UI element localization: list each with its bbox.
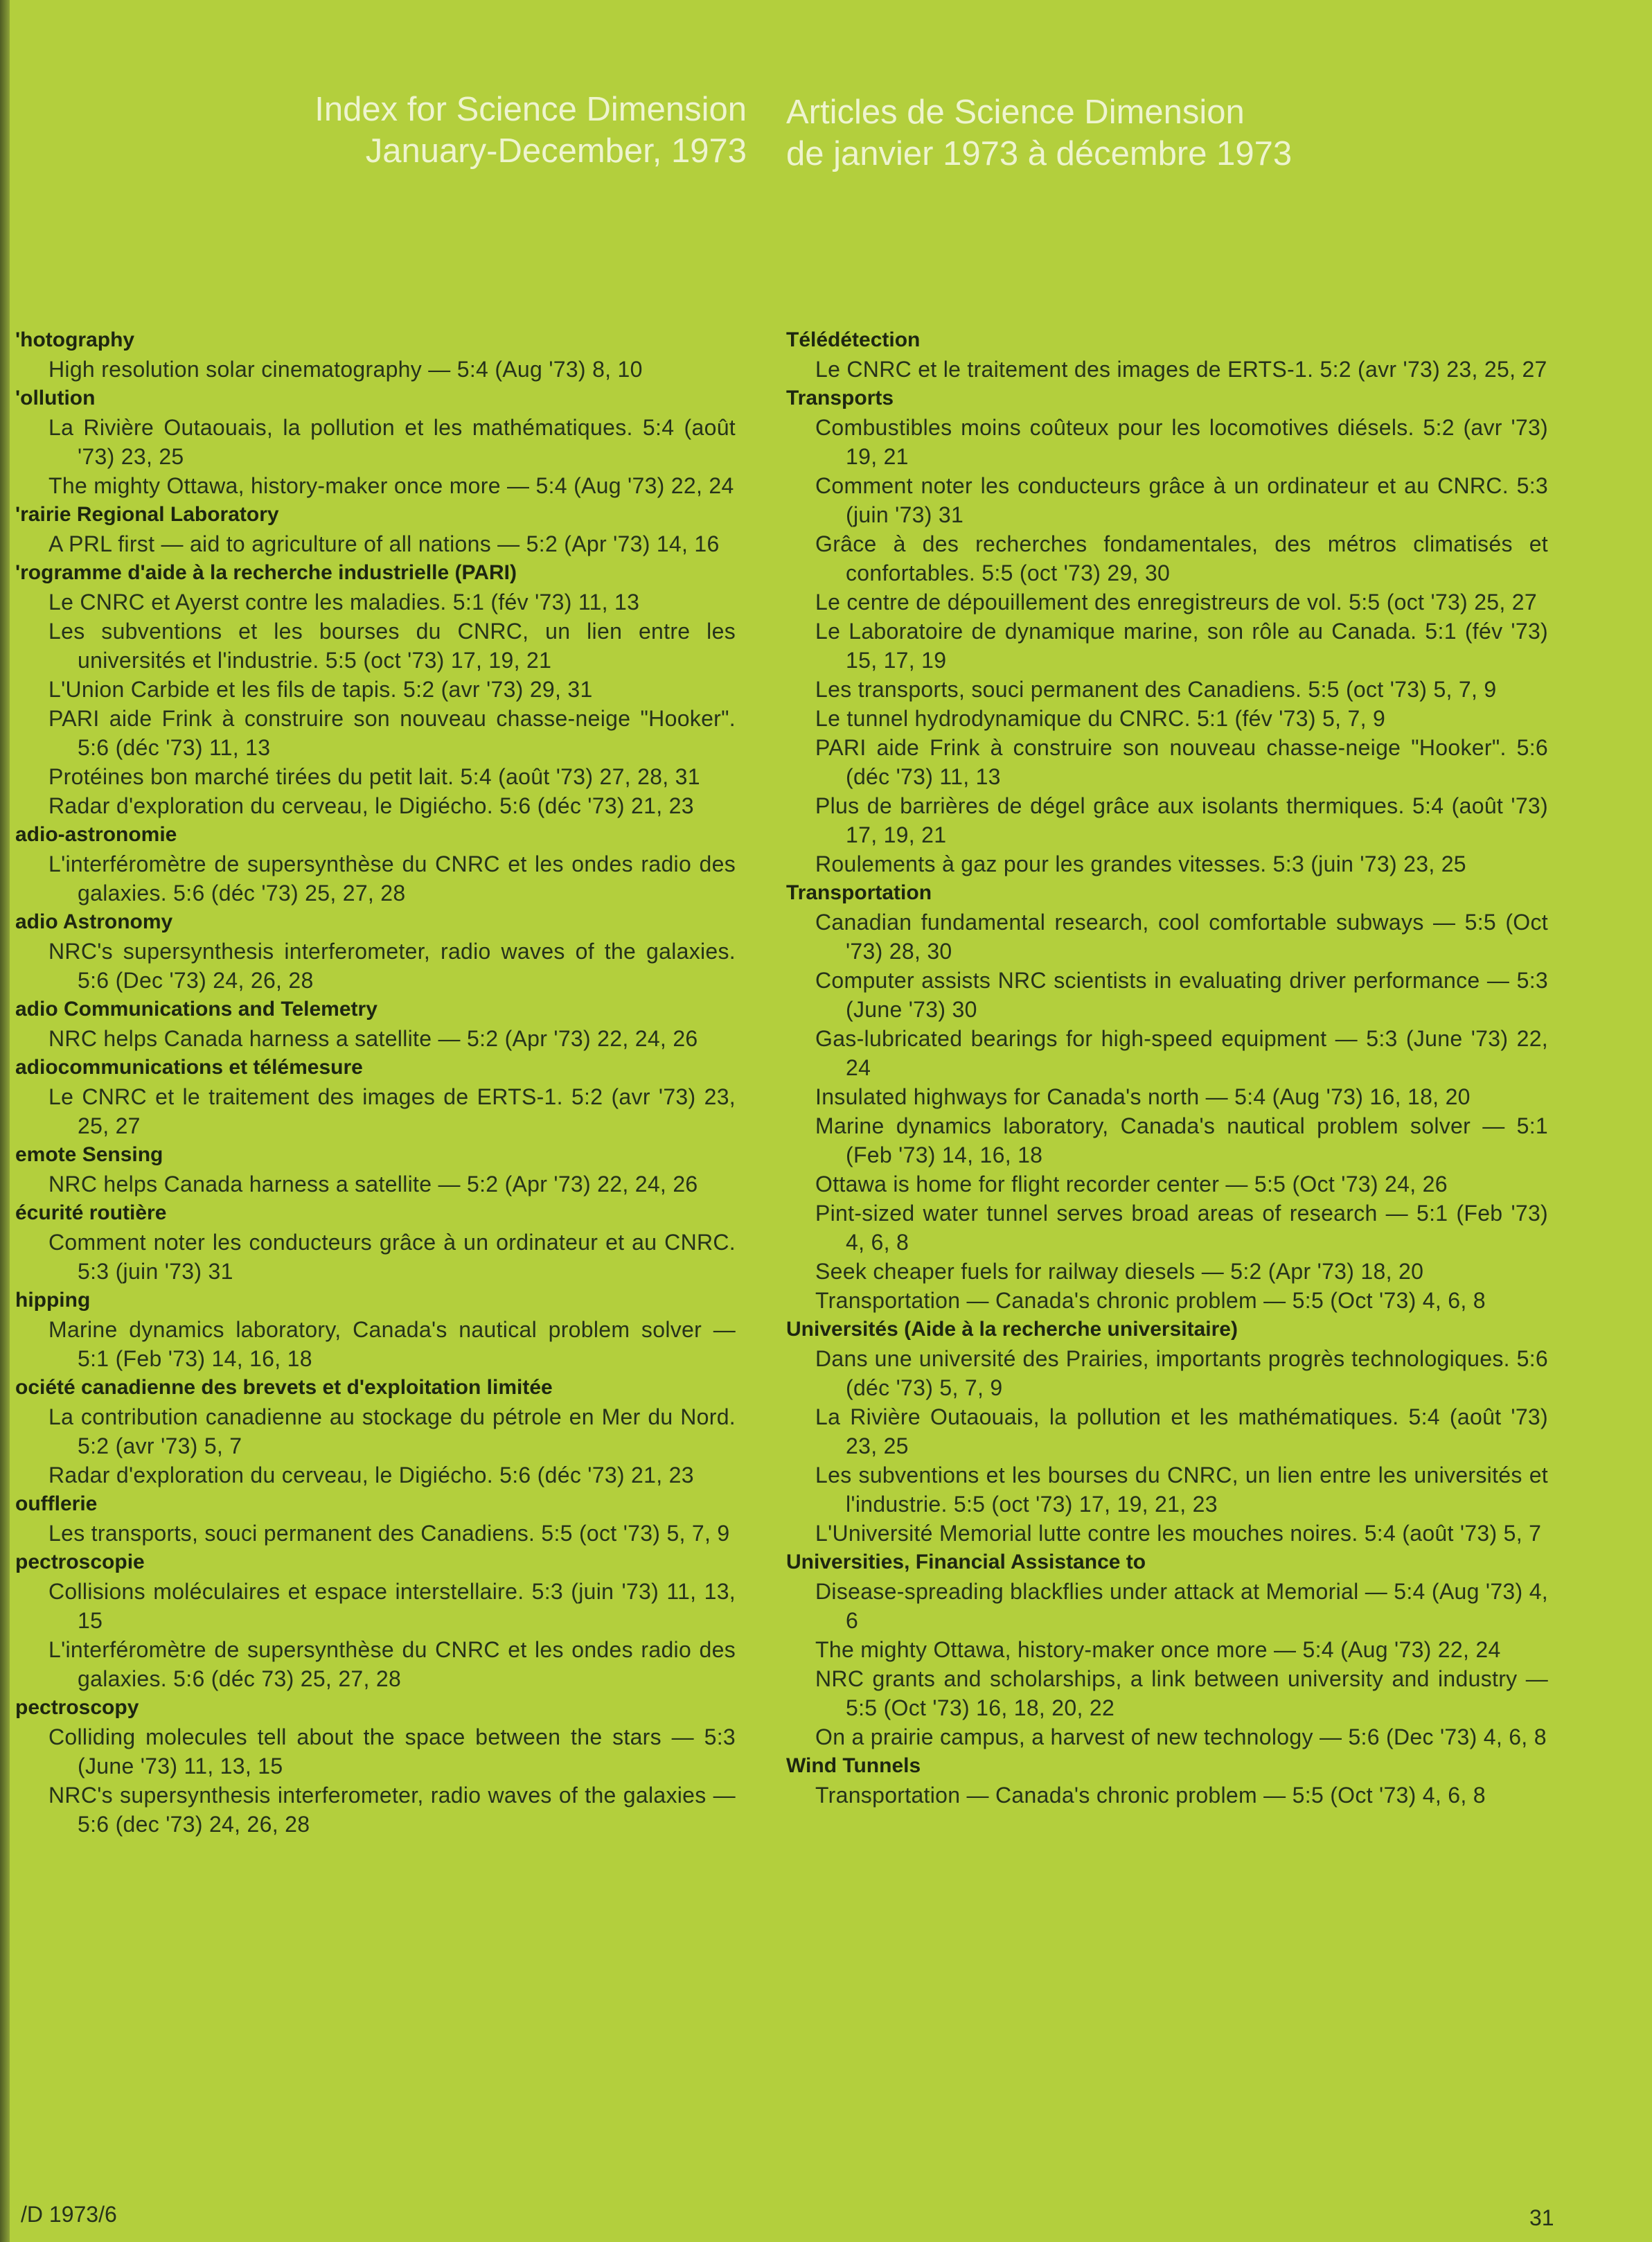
index-entry: A PRL first — aid to agriculture of all nations — 5:2 (Apr '73) 14, 16	[48, 531, 720, 556]
index-entry: La Rivière Outaouais, la pollution et les mathématiques. 5:4 (août '73) 23, 25	[815, 1404, 1548, 1458]
index-entry: Les transports, souci permanent des Canadiens. 5:5 (oct '73) 5, 7, 9	[815, 677, 1497, 702]
index-entry: NRC's supersynthesis interferometer, radio waves of the galaxies — 5:6 (dec '73) 24, 26, 28	[48, 1783, 736, 1837]
index-heading: Universities, Financial Assistance to	[786, 1551, 1146, 1573]
index-entry: Colliding molecules tell about the space between the stars — 5:3 (June '73) 11, 13, 15	[48, 1724, 736, 1778]
index-entry: Gas-lubricated bearings for high-speed equipment — 5:3 (June '73) 22, 24	[815, 1026, 1548, 1080]
index-heading: oufflerie	[15, 1492, 98, 1515]
index-entry: Les subventions et les bourses du CNRC, un lien entre les universités et l'industrie. 5:5 (oct '73) 17, 19, 21, 23	[815, 1463, 1548, 1517]
index-entry: L'interféromètre de supersynthèse du CNRC et les ondes radio des galaxies. 5:6 (déc 73) 25, 27, 28	[48, 1637, 736, 1691]
title-french-line-2: de janvier 1973 à décembre 1973	[786, 135, 1293, 173]
index-entry: Comment noter les conducteurs grâce à un ordinateur et au CNRC. 5:3 (juin '73) 31	[815, 473, 1548, 527]
index-heading: ociété canadienne des brevets et d'exploitation limitée	[15, 1376, 553, 1399]
index-entry: High resolution solar cinematography — 5:4 (Aug '73) 8, 10	[48, 357, 643, 382]
index-entry: Marine dynamics laboratory, Canada's nautical problem solver — 5:1 (Feb '73) 14, 16, 18	[815, 1113, 1548, 1167]
index-entry: Radar d'exploration du cerveau, le Digiécho. 5:6 (déc '73) 21, 23	[48, 793, 694, 818]
index-entry: Comment noter les conducteurs grâce à un ordinateur et au CNRC. 5:3 (juin '73) 31	[48, 1230, 736, 1284]
index-heading: adio Communications and Telemetry	[15, 998, 378, 1021]
index-entry: Plus de barrières de dégel grâce aux isolants thermiques. 5:4 (août '73) 17, 19, 21	[815, 793, 1548, 847]
index-heading: 'rairie Regional Laboratory	[15, 503, 279, 526]
index-entry: Combustibles moins coûteux pour les locomotives diésels. 5:2 (avr '73) 19, 21	[815, 415, 1548, 469]
index-entry: NRC grants and scholarships, a link between university and industry — 5:5 (Oct '73) 16, 18, 20, 22	[815, 1666, 1548, 1720]
index-entry: L'Union Carbide et les fils de tapis. 5:2 (avr '73) 29, 31	[48, 677, 593, 702]
index-column-right	[786, 326, 1548, 1810]
index-heading: Transports	[786, 387, 894, 409]
index-heading: 'hotography	[15, 328, 135, 351]
index-entry: Grâce à des recherches fondamentales, des métros climatisés et confortables. 5:5 (oct '73) 29, 30	[815, 531, 1548, 585]
index-heading: écurité routière	[15, 1201, 167, 1224]
index-entry: The mighty Ottawa, history-maker once more — 5:4 (Aug '73) 22, 24	[815, 1637, 1501, 1662]
title-french	[786, 91, 1292, 175]
index-entry: Les transports, souci permanent des Canadiens. 5:5 (oct '73) 5, 7, 9	[48, 1521, 730, 1546]
index-entry: L'Université Memorial lutte contre les mouches noires. 5:4 (août '73) 5, 7	[815, 1521, 1542, 1546]
index-column-left	[15, 326, 736, 1839]
index-heading: 'ollution	[15, 387, 96, 409]
index-entry: PARI aide Frink à construire son nouveau chasse-neige "Hooker". 5:6 (déc '73) 11, 13	[815, 735, 1548, 789]
index-heading: Wind Tunnels	[786, 1754, 921, 1777]
index-heading: Télédétection	[786, 328, 921, 351]
index-entry: Ottawa is home for flight recorder center — 5:5 (Oct '73) 24, 26	[815, 1172, 1448, 1197]
index-entry: Protéines bon marché tirées du petit lait. 5:4 (août '73) 27, 28, 31	[48, 764, 700, 789]
index-heading: pectroscopie	[15, 1551, 145, 1573]
index-entry: Les subventions et les bourses du CNRC, un lien entre les universités et l'industrie. 5:5 (oct '73) 17, 19, 21	[48, 619, 736, 673]
index-entry: Insulated highways for Canada's north — 5:4 (Aug '73) 16, 18, 20	[815, 1084, 1471, 1109]
index-entry: Le tunnel hydrodynamique du CNRC. 5:1 (fév '73) 5, 7, 9	[815, 706, 1386, 731]
title-english-line-1: Index for Science Dimension	[314, 91, 747, 128]
index-entry: Le centre de dépouillement des enregistreurs de vol. 5:5 (oct '73) 25, 27	[815, 590, 1537, 615]
index-heading: adio Astronomy	[15, 910, 173, 933]
index-entry: Le CNRC et le traitement des images de ERTS-1. 5:2 (avr '73) 23, 25, 27	[815, 357, 1547, 382]
issue-reference: /D 1973/6	[21, 2202, 117, 2227]
page-binding-edge	[0, 0, 10, 2242]
title-english-line-2: January-December, 1973	[365, 132, 747, 170]
page-number: 31	[1529, 2205, 1554, 2230]
index-heading: 'rogramme d'aide à la recherche industrielle (PARI)	[15, 561, 517, 584]
index-entry: Marine dynamics laboratory, Canada's nautical problem solver — 5:1 (Feb '73) 14, 16, 18	[48, 1317, 736, 1371]
index-entry: Computer assists NRC scientists in evaluating driver performance — 5:3 (June '73) 30	[815, 968, 1548, 1022]
index-entry: The mighty Ottawa, history-maker once more — 5:4 (Aug '73) 22, 24	[48, 473, 734, 498]
index-heading: adio-astronomie	[15, 823, 177, 846]
index-entry: Le Laboratoire de dynamique marine, son rôle au Canada. 5:1 (fév '73) 15, 17, 19	[815, 619, 1548, 673]
index-entry: Dans une université des Prairies, importants progrès technologiques. 5:6 (déc '73) 5, 7, 9	[815, 1346, 1548, 1400]
index-entry: Le CNRC et le traitement des images de ERTS-1. 5:2 (avr '73) 23, 25, 27	[48, 1084, 736, 1138]
index-entry: Seek cheaper fuels for railway diesels — 5:2 (Apr '73) 18, 20	[815, 1259, 1424, 1284]
title-french-line-1: Articles de Science Dimension	[786, 94, 1245, 131]
index-entry: Pint-sized water tunnel serves broad areas of research — 5:1 (Feb '73) 4, 6, 8	[815, 1201, 1548, 1255]
index-entry: NRC helps Canada harness a satellite — 5:2 (Apr '73) 22, 24, 26	[48, 1172, 698, 1197]
title-english	[314, 89, 747, 172]
index-entry: NRC helps Canada harness a satellite — 5:2 (Apr '73) 22, 24, 26	[48, 1026, 698, 1051]
index-heading: pectroscopy	[15, 1696, 139, 1719]
index-entry: On a prairie campus, a harvest of new technology — 5:6 (Dec '73) 4, 6, 8	[815, 1724, 1547, 1749]
index-entry: La Rivière Outaouais, la pollution et les mathématiques. 5:4 (août '73) 23, 25	[48, 415, 736, 469]
index-entry: Transportation — Canada's chronic problem — 5:5 (Oct '73) 4, 6, 8	[815, 1288, 1486, 1313]
index-heading: hipping	[15, 1289, 91, 1312]
index-heading: adiocommunications et télémesure	[15, 1056, 363, 1079]
index-entry: Roulements à gaz pour les grandes vitesses. 5:3 (juin '73) 23, 25	[815, 851, 1466, 876]
index-entry: Le CNRC et Ayerst contre les maladies. 5:1 (fév '73) 11, 13	[48, 590, 640, 615]
index-entry: La contribution canadienne au stockage du pétrole en Mer du Nord. 5:2 (avr '73) 5, 7	[48, 1404, 736, 1458]
index-entry: L'interféromètre de supersynthèse du CNRC et les ondes radio des galaxies. 5:6 (déc '73) 25, 27, 28	[48, 851, 736, 906]
index-entry: NRC's supersynthesis interferometer, radio waves of the galaxies. 5:6 (Dec '73) 24, 26, 28	[48, 939, 736, 993]
index-entry: Disease-spreading blackflies under attack at Memorial — 5:4 (Aug '73) 4, 6	[815, 1579, 1548, 1633]
index-entry: Collisions moléculaires et espace interstellaire. 5:3 (juin '73) 11, 13, 15	[48, 1579, 736, 1633]
index-entry: Canadian fundamental research, cool comfortable subways — 5:5 (Oct '73) 28, 30	[815, 910, 1548, 964]
index-heading: Transportation	[786, 881, 932, 904]
index-heading: emote Sensing	[15, 1143, 163, 1166]
index-heading: Universités (Aide à la recherche universitaire)	[786, 1318, 1238, 1341]
index-entry: PARI aide Frink à construire son nouveau chasse-neige "Hooker". 5:6 (déc '73) 11, 13	[48, 706, 736, 760]
index-entry: Radar d'exploration du cerveau, le Digiécho. 5:6 (déc '73) 21, 23	[48, 1463, 694, 1488]
index-entry: Transportation — Canada's chronic problem — 5:5 (Oct '73) 4, 6, 8	[815, 1783, 1486, 1808]
